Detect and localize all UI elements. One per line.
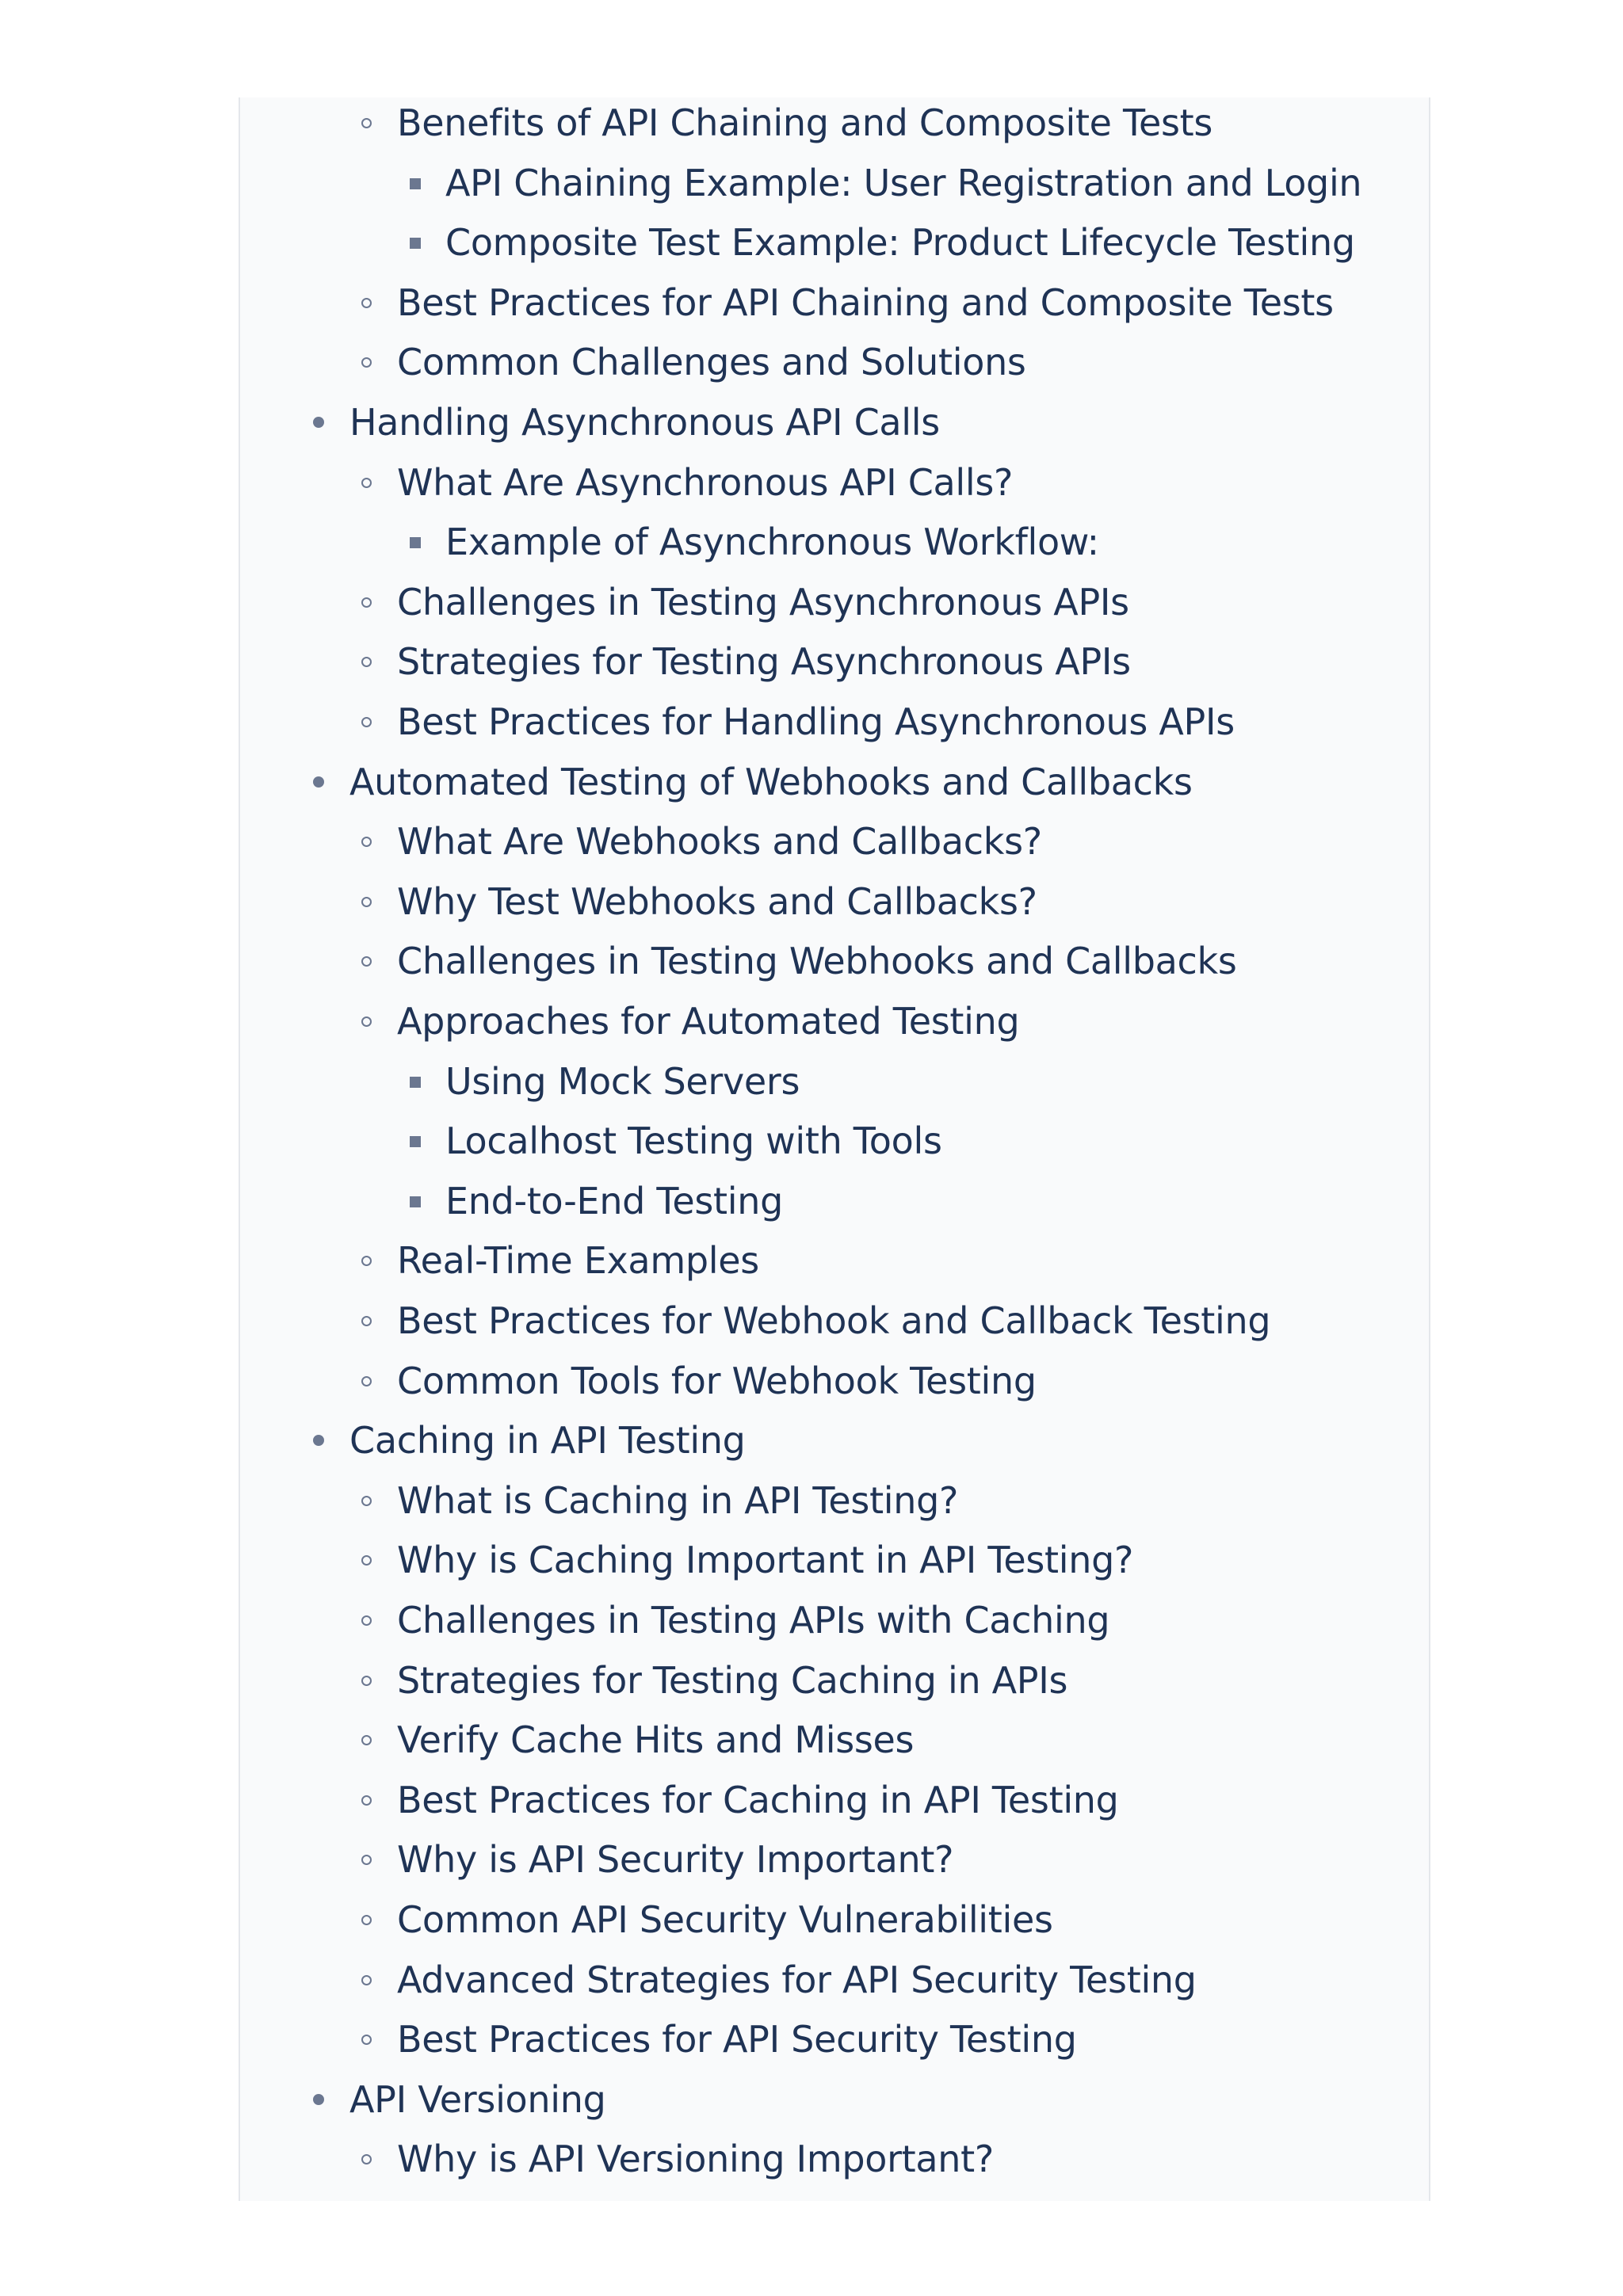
toc-item[interactable] — [0, 1896, 1623, 1943]
bullet-disc-icon — [313, 417, 324, 428]
toc-item[interactable] — [0, 578, 1623, 626]
bullet-circle-icon — [361, 1855, 372, 1865]
toc-item-label[interactable]: Common Tools for Webhook Testing — [397, 1360, 1037, 1402]
toc-item-label[interactable]: What Are Webhooks and Callbacks? — [397, 820, 1042, 863]
toc-item[interactable] — [0, 159, 1623, 207]
toc-item-label[interactable]: Real-Time Examples — [397, 1239, 759, 1282]
bullet-circle-icon — [361, 1316, 372, 1326]
toc-item-label[interactable]: API Versioning — [349, 2078, 606, 2121]
toc-item[interactable] — [0, 1058, 1623, 1105]
toc-item[interactable] — [0, 997, 1623, 1045]
toc-item-label[interactable]: Why is API Versioning Important? — [397, 2138, 995, 2180]
toc-item-label[interactable]: Localhost Testing with Tools — [445, 1119, 942, 1162]
bullet-disc-icon — [313, 1435, 324, 1446]
bullet-disc-icon — [313, 776, 324, 788]
toc-item[interactable] — [0, 878, 1623, 925]
toc-item-label[interactable]: Best Practices for API Chaining and Composite Tests — [397, 281, 1334, 324]
toc-item-label[interactable]: Why is Caching Important in API Testing? — [397, 1539, 1134, 1581]
bullet-square-icon — [410, 537, 421, 548]
toc-item[interactable] — [0, 698, 1623, 746]
bullet-square-icon — [410, 1196, 421, 1207]
toc-item[interactable] — [0, 1477, 1623, 1524]
bullet-circle-icon — [361, 1676, 372, 1686]
toc-item[interactable] — [0, 2135, 1623, 2183]
toc-item-label[interactable]: Common Challenges and Solutions — [397, 341, 1026, 383]
toc-item[interactable] — [0, 1177, 1623, 1225]
toc-item[interactable] — [0, 1297, 1623, 1344]
bullet-disc-icon — [313, 2094, 324, 2105]
toc-item[interactable] — [0, 1596, 1623, 1644]
bullet-circle-icon — [361, 1016, 372, 1027]
toc-item[interactable] — [0, 1536, 1623, 1584]
toc-item-label[interactable]: Best Practices for Caching in API Testing — [397, 1779, 1119, 1821]
bullet-circle-icon — [361, 897, 372, 907]
toc-item[interactable] — [0, 818, 1623, 865]
toc-item[interactable] — [0, 937, 1623, 985]
toc-item[interactable] — [0, 2016, 1623, 2063]
toc-item-label[interactable]: What is Caching in API Testing? — [397, 1479, 959, 1522]
toc-item-label[interactable]: Verify Cache Hits and Misses — [397, 1718, 915, 1761]
toc-item[interactable] — [0, 2076, 1623, 2123]
bullet-square-icon — [410, 1136, 421, 1147]
toc-item[interactable] — [0, 459, 1623, 506]
toc-item-label[interactable]: Example of Asynchronous Workflow: — [445, 521, 1099, 563]
bullet-circle-icon — [361, 597, 372, 608]
bullet-circle-icon — [361, 956, 372, 967]
bullet-circle-icon — [361, 2035, 372, 2045]
toc-item[interactable] — [0, 758, 1623, 806]
toc-item-label[interactable]: Why is API Security Important? — [397, 1838, 954, 1881]
toc-item-label[interactable]: Strategies for Testing Caching in APIs — [397, 1659, 1068, 1702]
toc-item[interactable] — [0, 1357, 1623, 1405]
toc-item[interactable] — [0, 1237, 1623, 1284]
toc-item-label[interactable]: Composite Test Example: Product Lifecycle Testing — [445, 221, 1355, 264]
bullet-circle-icon — [361, 118, 372, 128]
bullet-circle-icon — [361, 1795, 372, 1806]
toc-item[interactable] — [0, 399, 1623, 446]
toc-item-label[interactable]: End-to-End Testing — [445, 1180, 784, 1222]
bullet-circle-icon — [361, 837, 372, 847]
bullet-circle-icon — [361, 717, 372, 727]
bullet-circle-icon — [361, 657, 372, 667]
toc-item-label[interactable]: Automated Testing of Webhooks and Callbacks — [349, 761, 1193, 803]
toc-item-label[interactable]: Handling Asynchronous API Calls — [349, 401, 940, 444]
toc-item[interactable] — [0, 338, 1623, 386]
toc-item-label[interactable]: Common API Security Vulnerabilities — [397, 1898, 1053, 1941]
bullet-square-icon — [410, 1077, 421, 1088]
toc-item-label[interactable]: Best Practices for API Security Testing — [397, 2018, 1077, 2061]
bullet-circle-icon — [361, 1915, 372, 1925]
toc-item[interactable] — [0, 1117, 1623, 1165]
toc-item[interactable] — [0, 1417, 1623, 1464]
toc-item[interactable] — [0, 518, 1623, 566]
bullet-square-icon — [410, 178, 421, 189]
bullet-circle-icon — [361, 478, 372, 488]
toc-item-label[interactable]: Challenges in Testing Asynchronous APIs — [397, 581, 1129, 624]
toc-item[interactable] — [0, 219, 1623, 266]
toc-item-label[interactable]: Caching in API Testing — [349, 1419, 746, 1462]
toc-item-label[interactable]: Best Practices for Webhook and Callback Testing — [397, 1299, 1271, 1342]
toc-item[interactable] — [0, 1836, 1623, 1883]
toc-item[interactable] — [0, 279, 1623, 326]
bullet-square-icon — [410, 238, 421, 249]
bullet-circle-icon — [361, 1555, 372, 1566]
toc-item[interactable] — [0, 1716, 1623, 1764]
toc-item-label[interactable]: Approaches for Automated Testing — [397, 1000, 1020, 1043]
bullet-circle-icon — [361, 1975, 372, 1985]
bullet-circle-icon — [361, 1615, 372, 1626]
bullet-circle-icon — [361, 1256, 372, 1266]
bullet-circle-icon — [361, 298, 372, 308]
bullet-circle-icon — [361, 1496, 372, 1506]
toc-item[interactable] — [0, 99, 1623, 147]
toc-item[interactable] — [0, 1776, 1623, 1824]
toc-item[interactable] — [0, 1956, 1623, 2004]
toc-item-label[interactable]: Using Mock Servers — [445, 1060, 800, 1103]
toc-item-label[interactable]: Benefits of API Chaining and Composite Tests — [397, 101, 1213, 144]
toc-item-label[interactable]: What Are Asynchronous API Calls? — [397, 461, 1014, 504]
toc-item-label[interactable]: API Chaining Example: User Registration and Login — [445, 162, 1362, 204]
toc-item[interactable] — [0, 1657, 1623, 1704]
toc-item[interactable] — [0, 638, 1623, 685]
bullet-circle-icon — [361, 357, 372, 368]
toc-item-label[interactable]: Challenges in Testing Webhooks and Callbacks — [397, 940, 1237, 982]
bullet-circle-icon — [361, 1376, 372, 1386]
toc-item-label[interactable]: Advanced Strategies for API Security Testing — [397, 1958, 1197, 2001]
toc-item-label[interactable]: Best Practices for Handling Asynchronous APIs — [397, 700, 1235, 743]
bullet-circle-icon — [361, 1735, 372, 1745]
toc-item-label[interactable]: Challenges in Testing APIs with Caching — [397, 1599, 1110, 1642]
bullet-circle-icon — [361, 2154, 372, 2164]
toc-item-label[interactable]: Strategies for Testing Asynchronous APIs — [397, 640, 1131, 683]
toc-item-label[interactable]: Why Test Webhooks and Callbacks? — [397, 880, 1037, 923]
